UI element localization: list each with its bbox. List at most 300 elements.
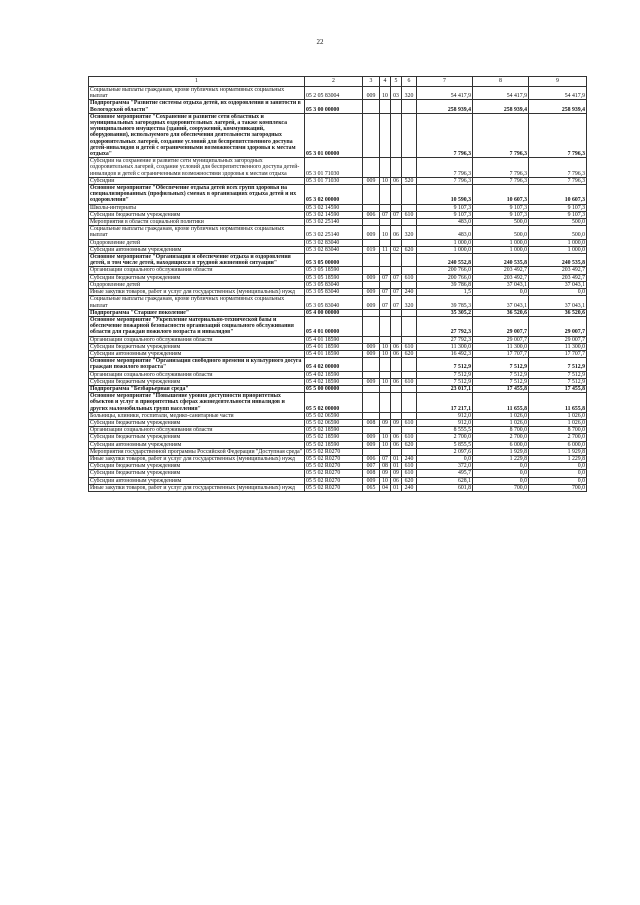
- row-subsection-cell: [391, 113, 402, 157]
- row-ministry-cell: [363, 158, 380, 178]
- row-amount-cell: 0,0: [529, 289, 587, 296]
- row-name-cell: Основное мероприятие "Обеспечение отдыха детей всех групп здоровья на специализированных (профильных) сменах в организациях отдыха детей и их оздоровления": [89, 185, 305, 205]
- row-amount-cell: 11 655,8: [529, 393, 587, 413]
- row-section-cell: [380, 448, 391, 455]
- row-type-cell: [402, 281, 417, 288]
- row-amount-cell: 500,0: [473, 226, 529, 239]
- row-amount-cell: 11 655,8: [473, 393, 529, 413]
- column-header: 5: [391, 77, 402, 87]
- row-amount-cell: 2 700,0: [417, 434, 473, 441]
- row-amount-cell: 9 107,3: [473, 211, 529, 218]
- row-name-cell: Основное мероприятие "Сохранение и развитие сети областных и муниципальных загородных оздоровительных лагерей, а также комплекса муниципального имущества (зданий, сооружений, коммуникаций, оборудования), используемого для обеспечения деятельности загородных оздоровительных лагерей, создание условий для беспрепятственного доступа детей-инвалидов и детей с ограниченными возможностями здоровья к местам отдыха": [89, 113, 305, 157]
- row-amount-cell: 37 043,1: [473, 296, 529, 309]
- row-amount-cell: 240 552,8: [417, 254, 473, 267]
- row-amount-cell: 1 229,8: [529, 455, 587, 462]
- row-amount-cell: 7 512,9: [529, 358, 587, 371]
- row-ministry-cell: [363, 267, 380, 274]
- row-amount-cell: 200 766,0: [417, 274, 473, 281]
- table-row: [89, 448, 587, 455]
- row-type-cell: [402, 219, 417, 226]
- row-ministry-cell: 009: [363, 434, 380, 441]
- row-amount-cell: 27 792,3: [417, 336, 473, 343]
- row-ministry-cell: 019: [363, 246, 380, 253]
- row-ministry-cell: 006: [363, 211, 380, 218]
- row-name-cell: Субсидии бюджетным учреждениям: [89, 274, 305, 281]
- row-amount-cell: 6 000,0: [473, 441, 529, 448]
- row-name-cell: Иные закупки товаров, работ и услуг для государственных (муниципальных) нужд: [89, 289, 305, 296]
- row-type-cell: [402, 393, 417, 413]
- row-type-cell: 620: [402, 246, 417, 253]
- row-code-cell: 05 4 02 18590: [305, 378, 363, 385]
- row-name-cell: Субсидии автономным учреждениям: [89, 441, 305, 448]
- row-amount-cell: 1 000,0: [473, 246, 529, 253]
- row-name-cell: Организации социального обслуживания области: [89, 336, 305, 343]
- row-amount-cell: 203 492,7: [473, 274, 529, 281]
- row-section-cell: [380, 219, 391, 226]
- row-ministry-cell: [363, 254, 380, 267]
- row-subsection-cell: [391, 254, 402, 267]
- row-amount-cell: 1 000,0: [529, 239, 587, 246]
- row-code-cell: 05 3 02 25140: [305, 226, 363, 239]
- row-type-cell: 610: [402, 343, 417, 350]
- row-ministry-cell: 009: [363, 343, 380, 350]
- table-row: [89, 219, 587, 226]
- row-code-cell: 05 4 02 00000: [305, 358, 363, 371]
- row-amount-cell: 240 535,8: [529, 254, 587, 267]
- row-ministry-cell: [363, 393, 380, 413]
- row-amount-cell: 29 007,7: [473, 316, 529, 336]
- row-subsection-cell: [391, 185, 402, 205]
- row-amount-cell: 258 939,4: [529, 100, 587, 113]
- row-type-cell: [402, 239, 417, 246]
- table-row: [89, 239, 587, 246]
- row-code-cell: 05 3 05 83040: [305, 281, 363, 288]
- row-type-cell: [402, 309, 417, 316]
- row-type-cell: [402, 412, 417, 419]
- row-ministry-cell: 009: [363, 477, 380, 484]
- row-name-cell: Субсидии бюджетным учреждениям: [89, 343, 305, 350]
- row-name-cell: Субсидии бюджетным учреждениям: [89, 470, 305, 477]
- column-header: 6: [402, 77, 417, 87]
- row-amount-cell: 10 607,3: [529, 185, 587, 205]
- row-ministry-cell: 009: [363, 378, 380, 385]
- row-code-cell: 05 5 02 18590: [305, 441, 363, 448]
- row-section-cell: [380, 371, 391, 378]
- row-amount-cell: 10 590,3: [417, 185, 473, 205]
- row-amount-cell: 203 492,7: [473, 267, 529, 274]
- row-amount-cell: 240 535,8: [473, 254, 529, 267]
- row-section-cell: 08: [380, 463, 391, 470]
- row-code-cell: 05 3 01 71030: [305, 158, 363, 178]
- row-code-cell: 05 3 05 18590: [305, 267, 363, 274]
- row-name-cell: Субсидии на сохранение и развитие сети муниципальных загородных оздоровительных лагерей, создание условий для беспрепятственного доступа детей-инвалидов и детей с ограниченными возможностями здоровья к местам отдыха: [89, 158, 305, 178]
- row-amount-cell: 700,0: [529, 484, 587, 491]
- row-subsection-cell: [391, 371, 402, 378]
- table-row: [89, 100, 587, 113]
- table-row: [89, 477, 587, 484]
- row-name-cell: Больницы, клиники, госпитали, медико-санитарные части: [89, 412, 305, 419]
- row-name-cell: Организации социального обслуживания области: [89, 427, 305, 434]
- row-amount-cell: 7 512,9: [473, 378, 529, 385]
- page-number: 22: [316, 38, 324, 46]
- row-amount-cell: 10 607,3: [473, 185, 529, 205]
- row-amount-cell: 1 929,8: [473, 448, 529, 455]
- row-type-cell: 620: [402, 441, 417, 448]
- table-row: [89, 267, 587, 274]
- row-code-cell: 05 5 02 06590: [305, 412, 363, 419]
- row-subsection-cell: 09: [391, 419, 402, 426]
- row-section-cell: [380, 158, 391, 178]
- row-subsection-cell: [391, 412, 402, 419]
- row-amount-cell: 39 786,8: [417, 281, 473, 288]
- table-row: [89, 371, 587, 378]
- row-amount-cell: 9 107,3: [417, 204, 473, 211]
- row-code-cell: 05 4 02 18590: [305, 371, 363, 378]
- row-name-cell: Субсидии бюджетным учреждениям: [89, 378, 305, 385]
- row-amount-cell: 500,0: [473, 219, 529, 226]
- row-code-cell: 05 4 00 00000: [305, 309, 363, 316]
- row-subsection-cell: [391, 358, 402, 371]
- row-code-cell: 05 3 02 14590: [305, 204, 363, 211]
- row-name-cell: Оздоровление детей: [89, 281, 305, 288]
- row-amount-cell: 0,0: [473, 470, 529, 477]
- column-header: 4: [380, 77, 391, 87]
- row-name-cell: Субсидии автономным учреждениям: [89, 246, 305, 253]
- row-amount-cell: 11 300,0: [417, 343, 473, 350]
- column-header: 7: [417, 77, 473, 87]
- table-row: [89, 211, 587, 218]
- row-subsection-cell: [391, 448, 402, 455]
- table-row: [89, 281, 587, 288]
- row-section-cell: 04: [380, 484, 391, 491]
- row-section-cell: 10: [380, 441, 391, 448]
- row-amount-cell: 1 000,0: [529, 246, 587, 253]
- row-amount-cell: 912,0: [417, 412, 473, 419]
- table-row: [89, 185, 587, 205]
- row-amount-cell: 1 026,0: [529, 412, 587, 419]
- row-subsection-cell: 06: [391, 441, 402, 448]
- row-code-cell: 05 3 02 83040: [305, 246, 363, 253]
- row-subsection-cell: 01: [391, 463, 402, 470]
- row-code-cell: 05 4 01 00000: [305, 316, 363, 336]
- row-section-cell: [380, 204, 391, 211]
- row-name-cell: Подпрограмма "Безбарьерная среда": [89, 385, 305, 392]
- row-name-cell: Иные закупки товаров, работ и услуг для государственных (муниципальных) нужд: [89, 455, 305, 462]
- row-subsection-cell: [391, 239, 402, 246]
- row-amount-cell: 16 492,3: [417, 350, 473, 357]
- row-subsection-cell: 07: [391, 296, 402, 309]
- row-section-cell: 07: [380, 296, 391, 309]
- row-ministry-cell: 006: [363, 455, 380, 462]
- row-subsection-cell: 07: [391, 274, 402, 281]
- row-amount-cell: 7 796,3: [473, 113, 529, 157]
- row-section-cell: 09: [380, 419, 391, 426]
- table-row: [89, 358, 587, 371]
- row-section-cell: 07: [380, 455, 391, 462]
- row-subsection-cell: 06: [391, 226, 402, 239]
- table-row: [89, 113, 587, 157]
- row-code-cell: 05 3 02 83040: [305, 239, 363, 246]
- row-amount-cell: 203 492,7: [529, 274, 587, 281]
- row-amount-cell: 17 455,8: [473, 385, 529, 392]
- row-section-cell: [380, 393, 391, 413]
- row-section-cell: [380, 281, 391, 288]
- row-type-cell: [402, 448, 417, 455]
- row-amount-cell: 29 007,7: [529, 336, 587, 343]
- row-amount-cell: 5 855,5: [417, 441, 473, 448]
- row-type-cell: 610: [402, 434, 417, 441]
- row-amount-cell: 54 417,9: [529, 87, 587, 100]
- row-subsection-cell: [391, 385, 402, 392]
- row-section-cell: 07: [380, 289, 391, 296]
- row-subsection-cell: 06: [391, 350, 402, 357]
- row-section-cell: 11: [380, 246, 391, 253]
- row-section-cell: [380, 113, 391, 157]
- row-amount-cell: 8 700,0: [473, 427, 529, 434]
- row-amount-cell: 500,0: [529, 219, 587, 226]
- row-code-cell: 05 3 02 14590: [305, 211, 363, 218]
- row-amount-cell: 0,0: [529, 477, 587, 484]
- row-type-cell: 320: [402, 87, 417, 100]
- row-amount-cell: 7 796,3: [473, 158, 529, 178]
- row-type-cell: 520: [402, 177, 417, 184]
- row-amount-cell: 1 000,0: [473, 239, 529, 246]
- row-code-cell: 05 5 02 00000: [305, 393, 363, 413]
- row-subsection-cell: 06: [391, 177, 402, 184]
- row-section-cell: 10: [380, 226, 391, 239]
- row-subsection-cell: [391, 316, 402, 336]
- row-amount-cell: 372,0: [417, 463, 473, 470]
- row-code-cell: 05 3 05 00000: [305, 254, 363, 267]
- row-name-cell: Основное мероприятие "Повышение уровня доступности приоритетных объектов и услуг в приоритетных сферах жизнедеятельности инвалидов и других маломобильных групп населения": [89, 393, 305, 413]
- row-amount-cell: 1 000,0: [417, 239, 473, 246]
- row-section-cell: [380, 309, 391, 316]
- row-ministry-cell: 008: [363, 470, 380, 477]
- row-section-cell: 07: [380, 274, 391, 281]
- row-ministry-cell: 009: [363, 87, 380, 100]
- table-row: [89, 385, 587, 392]
- budget-table: [88, 76, 587, 492]
- row-name-cell: Школы-интернаты: [89, 204, 305, 211]
- row-code-cell: 05 5 02 R0270: [305, 463, 363, 470]
- row-type-cell: [402, 358, 417, 371]
- row-amount-cell: 200 766,0: [417, 267, 473, 274]
- row-amount-cell: 9 107,3: [529, 204, 587, 211]
- row-amount-cell: 7 512,9: [417, 378, 473, 385]
- row-code-cell: 05 2 05 83004: [305, 87, 363, 100]
- row-amount-cell: 601,8: [417, 484, 473, 491]
- column-header: 9: [529, 77, 587, 87]
- row-type-cell: 240: [402, 484, 417, 491]
- row-type-cell: [402, 113, 417, 157]
- row-name-cell: Организации социального обслуживания области: [89, 267, 305, 274]
- row-subsection-cell: 06: [391, 434, 402, 441]
- row-amount-cell: 17 217,1: [417, 393, 473, 413]
- row-subsection-cell: 01: [391, 484, 402, 491]
- row-amount-cell: 203 492,7: [529, 267, 587, 274]
- row-section-cell: 07: [380, 211, 391, 218]
- row-section-cell: 10: [380, 343, 391, 350]
- row-section-cell: [380, 185, 391, 205]
- row-code-cell: 05 5 02 R0270: [305, 484, 363, 491]
- row-amount-cell: 628,1: [417, 477, 473, 484]
- table-row: [89, 177, 587, 184]
- row-subsection-cell: 03: [391, 87, 402, 100]
- row-type-cell: [402, 158, 417, 178]
- row-amount-cell: 11 300,0: [529, 343, 587, 350]
- row-code-cell: 05 3 05 83040: [305, 296, 363, 309]
- row-section-cell: 10: [380, 378, 391, 385]
- row-section-cell: [380, 267, 391, 274]
- row-amount-cell: 7 796,3: [529, 177, 587, 184]
- table-header-row: [89, 77, 587, 87]
- table-row: [89, 470, 587, 477]
- row-amount-cell: 17 707,7: [473, 350, 529, 357]
- row-section-cell: [380, 385, 391, 392]
- row-name-cell: Оздоровление детей: [89, 239, 305, 246]
- row-ministry-cell: [363, 358, 380, 371]
- row-section-cell: 10: [380, 350, 391, 357]
- row-ministry-cell: [363, 371, 380, 378]
- row-ministry-cell: [363, 412, 380, 419]
- row-ministry-cell: [363, 281, 380, 288]
- row-amount-cell: 483,0: [417, 219, 473, 226]
- row-name-cell: Организации социального обслуживания области: [89, 371, 305, 378]
- row-amount-cell: 1,5: [417, 289, 473, 296]
- row-code-cell: 05 3 01 71030: [305, 177, 363, 184]
- table-row: [89, 316, 587, 336]
- row-subsection-cell: 06: [391, 343, 402, 350]
- column-header: 3: [363, 77, 380, 87]
- row-amount-cell: 17 707,7: [529, 350, 587, 357]
- row-amount-cell: 7 796,3: [417, 177, 473, 184]
- row-name-cell: Субсидии автономным учреждениям: [89, 350, 305, 357]
- table-row: [89, 87, 587, 100]
- row-ministry-cell: 009: [363, 289, 380, 296]
- row-amount-cell: 0,0: [417, 455, 473, 462]
- row-ministry-cell: 007: [363, 463, 380, 470]
- row-amount-cell: 6 000,0: [529, 441, 587, 448]
- row-amount-cell: 29 007,7: [473, 336, 529, 343]
- row-amount-cell: 37 043,1: [473, 281, 529, 288]
- row-code-cell: 05 5 02 18590: [305, 434, 363, 441]
- row-subsection-cell: 06: [391, 378, 402, 385]
- row-name-cell: Мероприятия в области социальной политики: [89, 219, 305, 226]
- row-name-cell: Подпрограмма "Развитие системы отдыха детей, их оздоровления и занятости в Вологодской области": [89, 100, 305, 113]
- row-section-cell: [380, 336, 391, 343]
- row-type-cell: 610: [402, 211, 417, 218]
- row-amount-cell: 7 512,9: [529, 378, 587, 385]
- row-amount-cell: 8 700,0: [529, 427, 587, 434]
- row-amount-cell: 7 796,3: [417, 113, 473, 157]
- row-amount-cell: 7 796,3: [473, 177, 529, 184]
- row-subsection-cell: 07: [391, 289, 402, 296]
- row-ministry-cell: [363, 309, 380, 316]
- row-amount-cell: 7 512,9: [529, 371, 587, 378]
- row-ministry-cell: 065: [363, 484, 380, 491]
- row-section-cell: 10: [380, 177, 391, 184]
- table-row: [89, 289, 587, 296]
- row-name-cell: Субсидии автономным учреждениям: [89, 477, 305, 484]
- row-name-cell: Основное мероприятие "Организация свободного времени и культурного досуга граждан пожилого возраста": [89, 358, 305, 371]
- row-amount-cell: 0,0: [473, 289, 529, 296]
- row-ministry-cell: 009: [363, 274, 380, 281]
- row-amount-cell: 17 455,8: [529, 385, 587, 392]
- row-subsection-cell: 01: [391, 455, 402, 462]
- row-amount-cell: 7 512,9: [473, 358, 529, 371]
- row-section-cell: 09: [380, 470, 391, 477]
- row-type-cell: 610: [402, 419, 417, 426]
- row-ministry-cell: [363, 219, 380, 226]
- row-ministry-cell: [363, 185, 380, 205]
- table-row: [89, 455, 587, 462]
- row-amount-cell: 37 043,1: [529, 281, 587, 288]
- row-name-cell: Социальные выплаты гражданам, кроме публичных нормативных социальных выплат: [89, 226, 305, 239]
- row-subsection-cell: [391, 100, 402, 113]
- row-section-cell: [380, 427, 391, 434]
- row-type-cell: [402, 100, 417, 113]
- row-ministry-cell: 008: [363, 419, 380, 426]
- row-ministry-cell: [363, 427, 380, 434]
- row-ministry-cell: [363, 113, 380, 157]
- row-name-cell: Субсидии бюджетным учреждениям: [89, 434, 305, 441]
- row-ministry-cell: 009: [363, 226, 380, 239]
- table-row: [89, 393, 587, 413]
- row-amount-cell: 23 017,1: [417, 385, 473, 392]
- table-row: [89, 434, 587, 441]
- row-code-cell: 05 5 02 18590: [305, 427, 363, 434]
- table-row: [89, 226, 587, 239]
- row-amount-cell: 37 043,1: [529, 296, 587, 309]
- row-section-cell: [380, 358, 391, 371]
- row-amount-cell: 11 300,0: [473, 343, 529, 350]
- row-amount-cell: 36 520,6: [473, 309, 529, 316]
- column-header: 8: [473, 77, 529, 87]
- row-amount-cell: 27 792,3: [417, 316, 473, 336]
- row-code-cell: 05 5 02 R0270: [305, 470, 363, 477]
- row-type-cell: 610: [402, 470, 417, 477]
- column-header: 2: [305, 77, 363, 87]
- table-row: [89, 246, 587, 253]
- row-type-cell: 240: [402, 455, 417, 462]
- row-type-cell: [402, 336, 417, 343]
- table-row: [89, 412, 587, 419]
- row-type-cell: 240: [402, 289, 417, 296]
- row-amount-cell: 0,0: [473, 463, 529, 470]
- row-amount-cell: 0,0: [529, 470, 587, 477]
- table-row: [89, 350, 587, 357]
- row-amount-cell: 912,0: [417, 419, 473, 426]
- row-ministry-cell: [363, 448, 380, 455]
- row-amount-cell: 7 512,9: [417, 371, 473, 378]
- row-amount-cell: 36 520,6: [529, 309, 587, 316]
- row-subsection-cell: 06: [391, 477, 402, 484]
- row-amount-cell: 700,0: [473, 484, 529, 491]
- row-code-cell: 05 5 02 R0270: [305, 477, 363, 484]
- row-code-cell: 05 3 02 25140: [305, 219, 363, 226]
- row-type-cell: [402, 385, 417, 392]
- row-ministry-cell: 009: [363, 177, 380, 184]
- row-name-cell: Мероприятия государственной программы Российской Федерации "Доступная среда": [89, 448, 305, 455]
- row-amount-cell: 7 512,9: [473, 371, 529, 378]
- row-code-cell: 05 3 01 00000: [305, 113, 363, 157]
- row-name-cell: Социальные выплаты гражданам, кроме публичных нормативных социальных выплат: [89, 296, 305, 309]
- row-ministry-cell: 009: [363, 296, 380, 309]
- row-amount-cell: 54 417,9: [473, 87, 529, 100]
- row-name-cell: Субсидии бюджетным учреждениям: [89, 463, 305, 470]
- row-code-cell: 05 3 05 83040: [305, 289, 363, 296]
- row-name-cell: Основное мероприятие "Организация и обеспечение отдыха и оздоровления детей, в том числе детей, находящихся в трудной жизненной ситуации": [89, 254, 305, 267]
